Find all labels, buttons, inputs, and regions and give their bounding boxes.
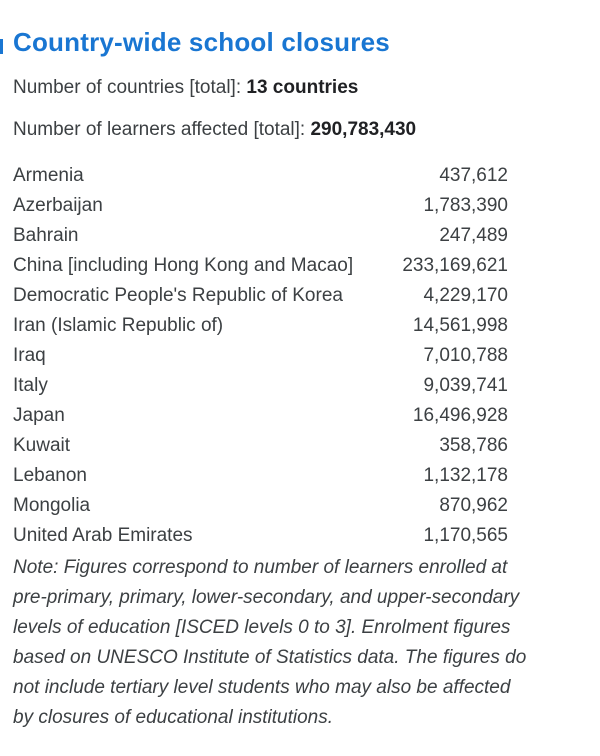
note-line: levels of education [ISCED levels 0 to 3]. Enrolment figures [13, 617, 511, 638]
note-line: not include tertiary level students who may also be affected [13, 677, 511, 698]
table-row [13, 491, 508, 521]
learners-count: 233,169,621 [402, 255, 508, 276]
countries-total-line [13, 76, 600, 100]
learners-count: 7,010,788 [423, 345, 508, 366]
learners-count: 1,132,178 [423, 465, 508, 486]
country-name: Armenia [13, 165, 84, 186]
table-row [13, 431, 508, 461]
table-row [13, 461, 508, 491]
table-row [13, 401, 508, 431]
table-row [13, 371, 508, 401]
country-name: Japan [13, 405, 65, 426]
table-row [13, 161, 508, 191]
table-row [13, 311, 508, 341]
learners-count: 358,786 [439, 435, 508, 456]
learners-count: 14,561,998 [412, 315, 508, 336]
table-row [13, 221, 508, 251]
country-name: Kuwait [13, 435, 71, 456]
country-name: Azerbaijan [13, 195, 103, 216]
country-name: Iraq [13, 345, 46, 366]
table-row [13, 251, 508, 281]
learners-count: 4,229,170 [423, 285, 508, 306]
countries-total-label: Number of countries [total]: [13, 77, 247, 98]
country-name: Democratic People's Republic of Korea [13, 285, 343, 306]
country-name: Bahrain [13, 225, 79, 246]
table-row [13, 281, 508, 311]
note-line: pre-primary, primary, lower-secondary, and upper-secondary [13, 587, 520, 608]
country-name: United Arab Emirates [13, 525, 193, 546]
learners-count: 1,783,390 [423, 195, 508, 216]
learners-count: 9,039,741 [423, 375, 508, 396]
learners-count: 437,612 [439, 165, 508, 186]
country-name: Iran (Islamic Republic of) [13, 315, 224, 336]
closures-table [13, 161, 508, 551]
page-title: Country-wide school closures [13, 27, 390, 57]
country-name: Italy [13, 375, 48, 396]
learners-count: 247,489 [439, 225, 508, 246]
learners-total-value: 290,783,430 [310, 119, 417, 140]
table-row [13, 521, 508, 551]
closures-table-body [13, 161, 508, 551]
learners-count: 870,962 [439, 495, 508, 516]
note-text [13, 553, 588, 733]
learners-count: 1,170,565 [423, 525, 508, 546]
note-line: Note: Figures correspond to number of learners enrolled at [13, 557, 508, 578]
cropped-text-artifact [0, 39, 3, 54]
country-name: Mongolia [13, 495, 91, 516]
table-row [13, 191, 508, 221]
learners-total-label: Number of learners affected [total]: [13, 119, 311, 140]
country-name: China [including Hong Kong and Macao] [13, 255, 354, 276]
learners-total-line [13, 118, 600, 142]
note-line: based on UNESCO Institute of Statistics data. The figures do [13, 647, 527, 668]
note-line: by closures of educational institutions. [13, 707, 334, 728]
countries-total-value: 13 countries [246, 77, 359, 98]
table-row [13, 341, 508, 371]
learners-count: 16,496,928 [412, 405, 508, 426]
country-name: Lebanon [13, 465, 87, 486]
